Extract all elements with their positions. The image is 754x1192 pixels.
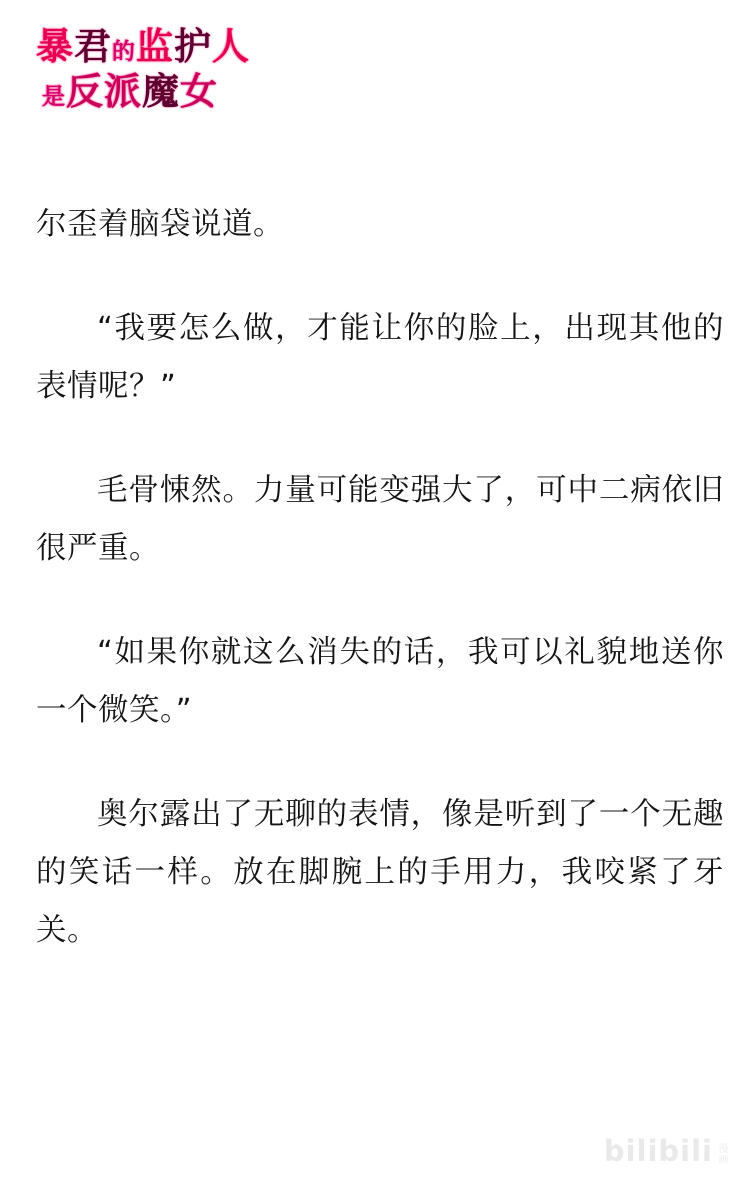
bilibili-watermark [603,1134,730,1168]
watermark-sub-line1: 漫 [718,1144,729,1155]
title-char-6: 人 [212,24,250,68]
series-title-logo [34,24,314,138]
title-char-7: 是 [42,83,66,110]
paragraph: 尔歪着脑袋说道。 [36,207,284,242]
bilibili-logo-text: bilibili [603,1134,713,1168]
title-char-5: 护 [174,24,212,68]
paragraph: “我要怎么做，才能让你的脸上，出现其他的表情呢？” [36,311,724,404]
title-char-2: 君 [74,24,112,68]
title-char-3: 的 [112,38,136,65]
watermark-sub [717,1144,730,1166]
paragraph: 奥尔露出了无聊的表情，像是听到了一个无趣的笑话一样。放在脚腕上的手用力，我咬紧了牙关。 [36,797,724,948]
title-char-10: 女 [180,69,218,113]
watermark-sub-line2: 画 [718,1155,729,1166]
title-line-2 [42,69,314,113]
title-char-8: 反派 [66,69,142,113]
paragraph: 毛骨悚然。力量可能变强大了，可中二病依旧很严重。 [36,473,724,566]
title-char-9: 魔 [142,69,180,113]
title-line-1 [36,24,314,68]
page-content [36,196,724,960]
paragraph: “如果你就这么消失的话，我可以礼貌地送你一个微笑。” [36,635,724,728]
title-char-4: 监 [136,24,174,68]
title-char-1: 暴 [36,24,74,68]
